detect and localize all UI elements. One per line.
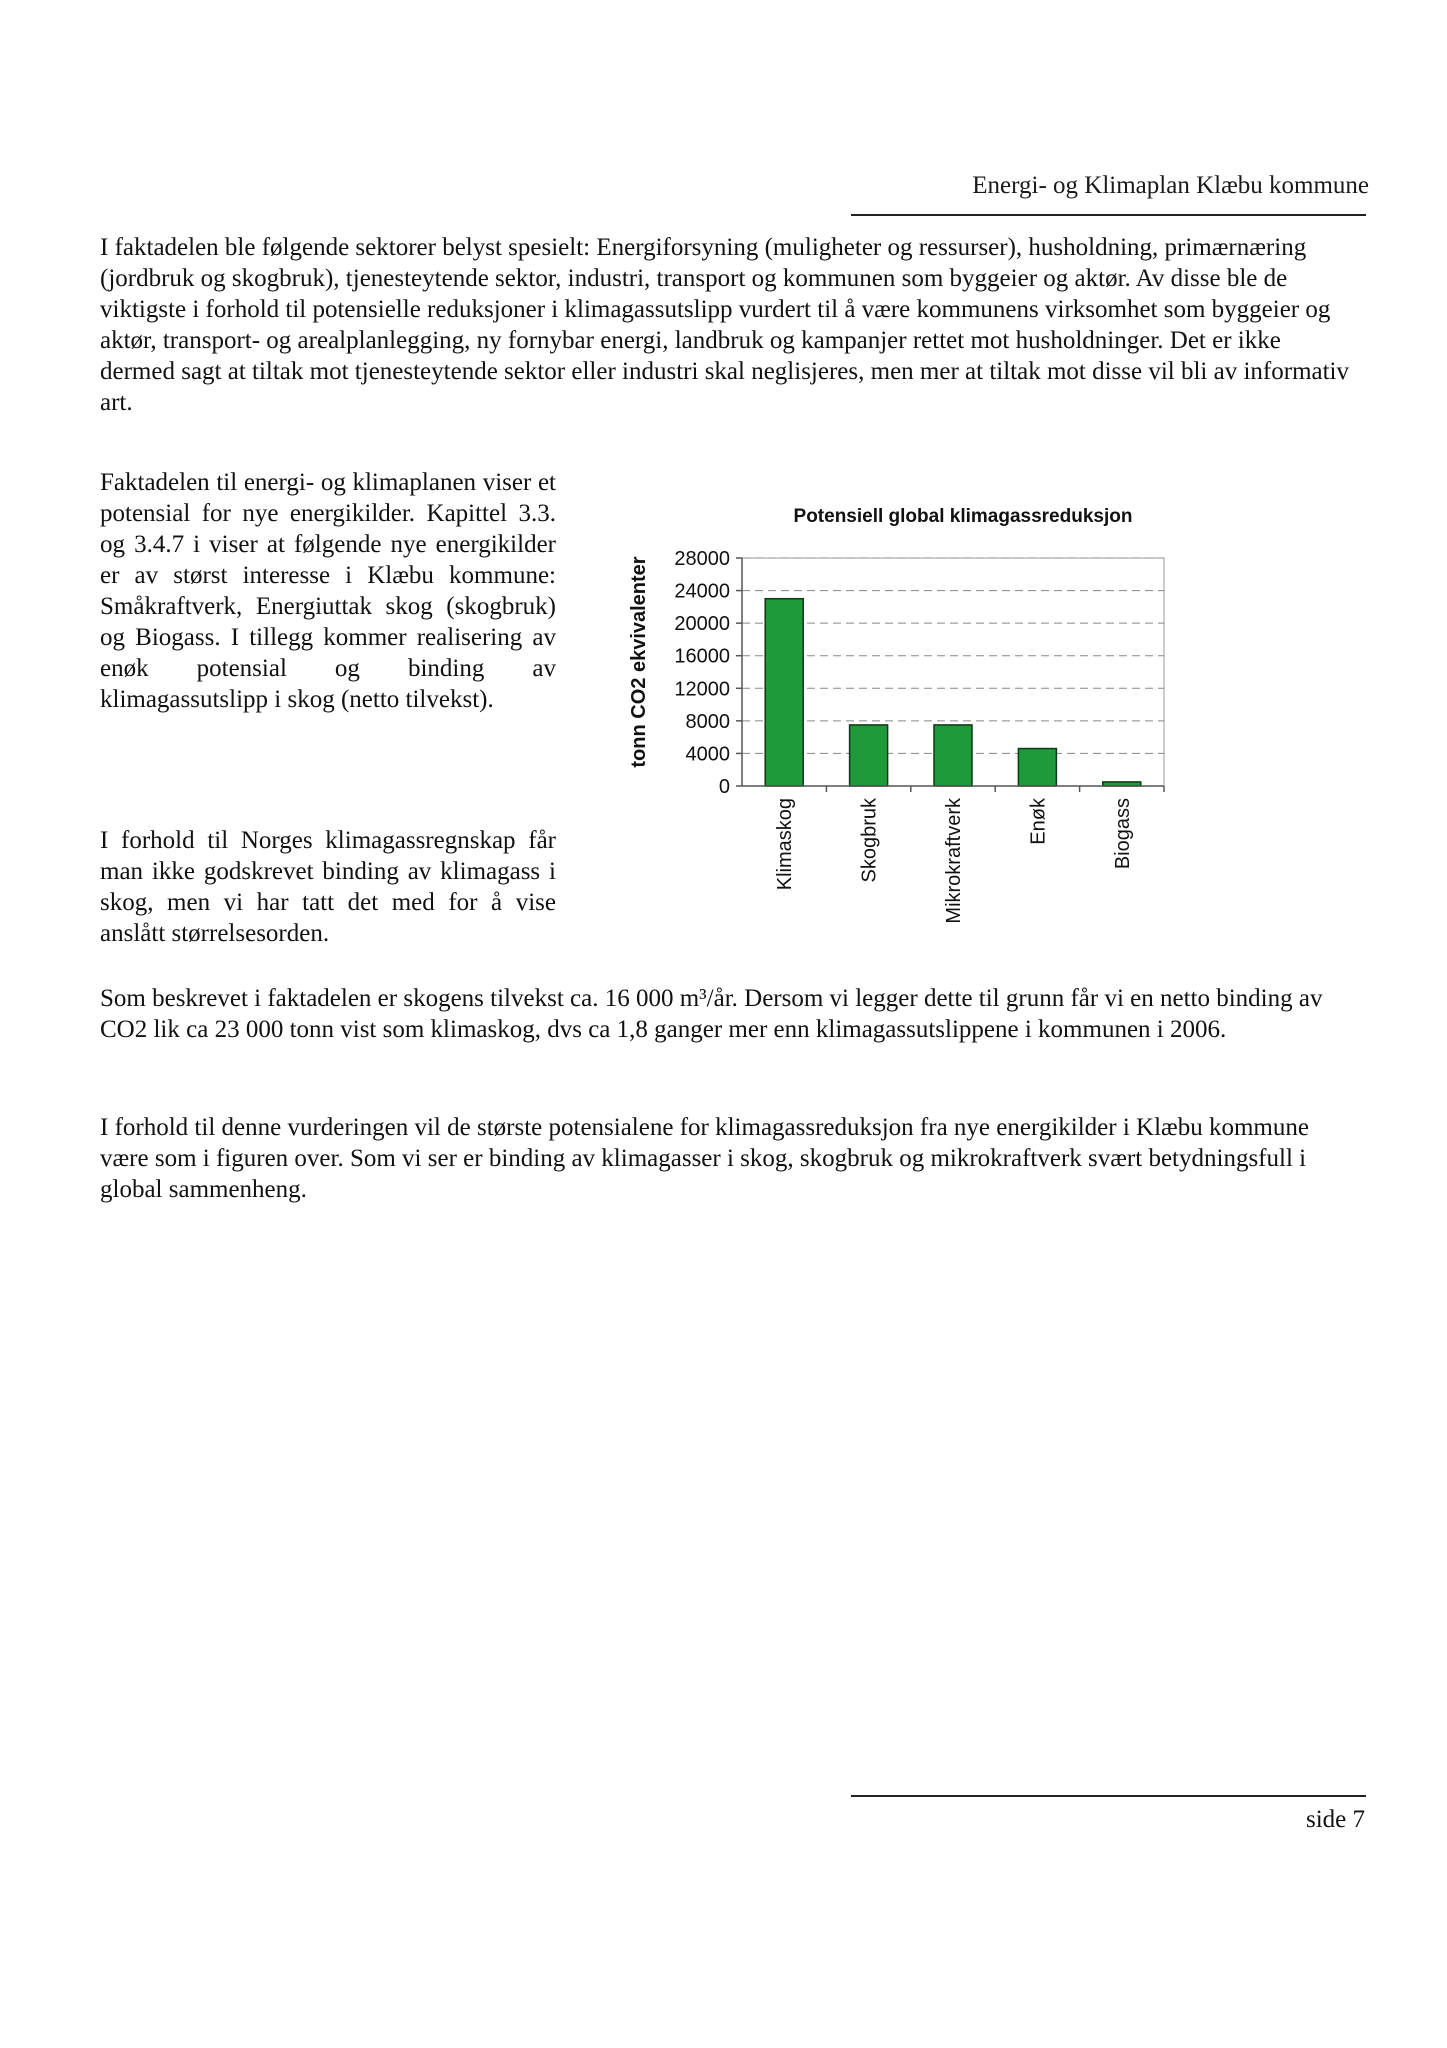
- chart-x-labels: [774, 786, 1164, 924]
- chart-x-label-skogbruk: Skogbruk: [858, 798, 881, 883]
- intro-paragraph: I faktadelen ble følgende sektorer belyst spesielt: Energiforsyning (muligheter og ressurser), husholdning, primærnæring (jordbruk og skogbruk), tjenesteytende sektor, industri, transport og kommunen som byggeier og aktør. Av disse ble de viktigste i forhold til potensielle reduksjoner i klimagassutslipp vurdert til å være kommunens virksomhet som byggeier og aktør, transport- og arealplanlegging, ny fornybar energi, landbruk og kampanjer rettet mot husholdninger. Det er ikke dermed sagt at tiltak mot tjenesteytende sektor eller industri skal neglisjeres, men mer at tiltak mot disse vil bli av informativ art.: [100, 234, 1349, 416]
- chart-title: Potensiell global klimagassreduksjon: [793, 506, 1133, 527]
- energy-sources-paragraph: Faktadelen til energi- og klimaplanen viser et potensial for nye energikilder. Kapittel 3.3. og 3.4.7 i viser at følgende nye energikilder er av størst interesse i Klæbu kommune: Småkraftverk, Energiuttak skog (skogbruk) og Biogass. I tillegg kommer realisering av enøk potensial og binding av klimagassutslipp i skog (netto tilvekst).: [100, 469, 556, 713]
- chart-x-label-biogass: Biogass: [1111, 798, 1134, 870]
- chart-y-tick-label: 24000: [674, 580, 730, 603]
- page-number: side 7: [1305, 1806, 1365, 1833]
- header-divider: [851, 214, 1366, 216]
- climate-reduction-chart: [580, 490, 1260, 970]
- chart-bar-mikrokraftverk: [934, 725, 972, 786]
- climate-accounting-paragraph: I forhold til Norges klimagassregnskap får man ikke godskrevet binding av klimagass i skog, men vi har tatt det med for å vise anslått størrelsesorden.: [100, 827, 556, 947]
- forest-growth-paragraph: Som beskrevet i faktadelen er skogens tilvekst ca. 16 000 m³/år. Dersom vi legger dette til grunn får vi en netto binding av CO2 lik ca 23 000 tonn vist som klimaskog, dvs ca 1,8 ganger mer enn klimagassutslippene i kommunen i 2006.: [100, 985, 1323, 1043]
- footer-divider: [851, 1795, 1366, 1797]
- chart-y-tick-label: 28000: [674, 548, 730, 570]
- chart-y-tick-label: 20000: [674, 613, 730, 636]
- chart-bar-enøk: [1018, 749, 1056, 786]
- chart-y-tick-label: 16000: [674, 645, 730, 668]
- chart-y-tick-label: 0: [718, 776, 730, 798]
- chart-bar-klimaskog: [765, 599, 803, 786]
- chart-x-label-klimaskog: Klimaskog: [774, 798, 797, 891]
- chart-x-label-mikrokraftverk: Mikrokraftverk: [943, 798, 965, 924]
- conclusion-paragraph: I forhold til denne vurderingen vil de største potensialene for klimagassreduksjon fra nye energikilder i Klæbu kommune være som i figuren over. Som vi ser er binding av klimagasser i skog, skogbruk og mikrokraftverk svært betydningsfull i global sammenheng.: [100, 1114, 1309, 1203]
- chart-x-label-enøk: Enøk: [1027, 798, 1050, 845]
- chart-bar-skogbruk: [850, 725, 888, 786]
- document-header-title: Energi- og Klimaplan Klæbu kommune: [972, 172, 1369, 199]
- chart-y-tick-label: 8000: [685, 710, 730, 733]
- chart-y-axis-label: tonn CO2 ekvivalenter: [628, 556, 650, 768]
- chart-y-ticks: [674, 548, 742, 798]
- chart-y-tick-label: 4000: [685, 743, 730, 766]
- chart-y-tick-label: 12000: [674, 678, 730, 701]
- chart-svg: [580, 490, 1260, 970]
